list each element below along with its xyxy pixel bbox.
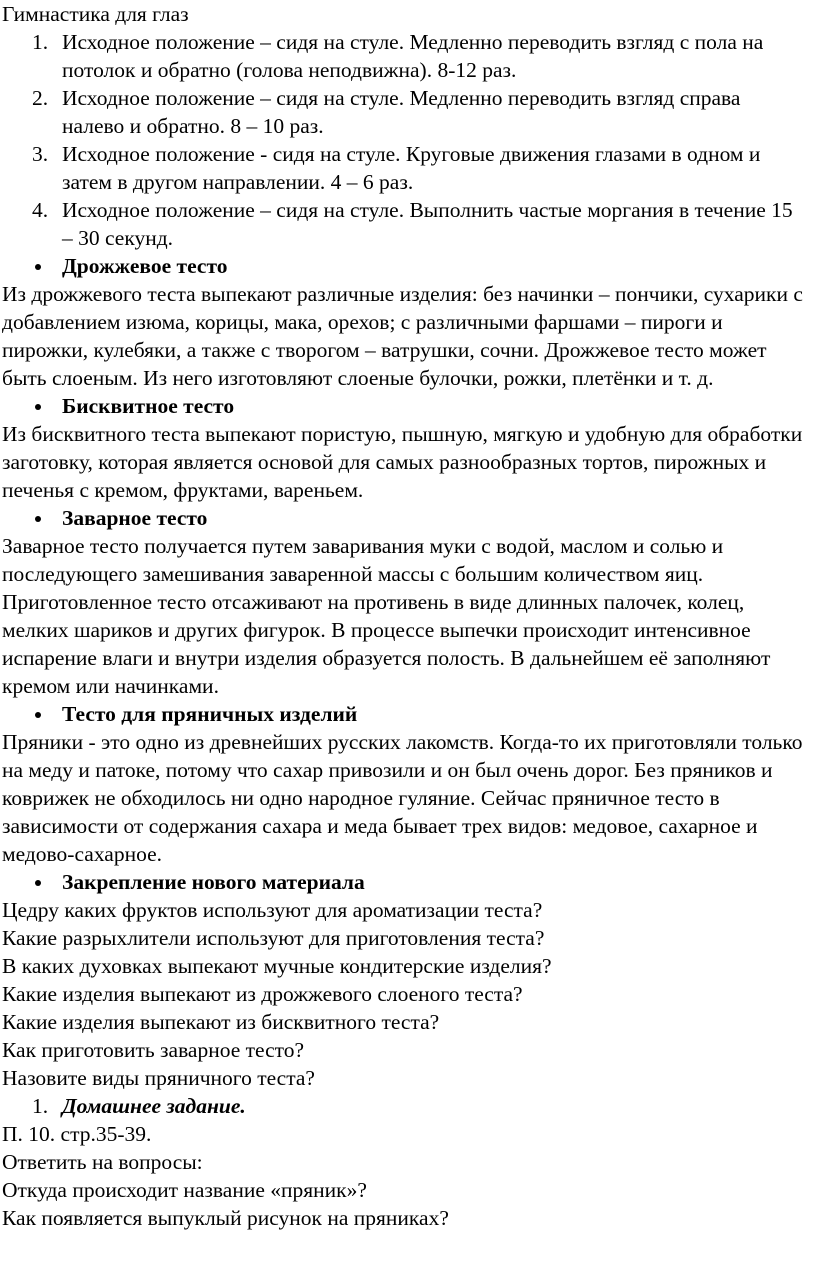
section-heading-text: Заварное тесто — [62, 506, 208, 530]
review-question: Как приготовить заварное тесто? — [2, 1038, 305, 1062]
homework-line: Ответить на вопросы: — [2, 1150, 203, 1174]
list-item — [2, 28, 806, 84]
list-item-text: Исходное положение - сидя на стуле. Круговые движения глазами в одном и затем в другом направлении. 4 – 6 раз. — [62, 142, 761, 194]
eye-exercise-list — [2, 28, 806, 252]
section-heading-sponge — [2, 392, 806, 420]
homework-heading — [2, 1092, 806, 1120]
section-heading-review — [2, 868, 806, 896]
homework-line: Как появляется выпуклый рисунок на пряниках? — [2, 1206, 449, 1230]
eye-gymnastics-title: Гимнастика для глаз — [2, 2, 189, 26]
bullet-icon — [35, 516, 41, 522]
review-question: Какие изделия выпекают из бисквитного теста? — [2, 1010, 440, 1034]
yeast-paragraph: Из дрожжевого теста выпекают различные изделия: без начинки – пончики, сухарики с добавлением изюма, корицы, мака, орехов; с различными фаршами – пироги и пирожки, кулебяки, а также с творогом – ватрушки, сочни. Дрожжевое тесто может быть слоеным. Из него изготовляют слоеные булочки, рожки, плетёнки и т. д. — [2, 282, 803, 390]
list-item — [2, 140, 806, 196]
list-number: 2. — [32, 86, 49, 110]
section-heading-choux — [2, 504, 806, 532]
review-question: В каких духовках выпекают мучные кондитерские изделия? — [2, 954, 552, 978]
list-item-text: Исходное положение – сидя на стуле. Медленно переводить взгляд с пола на потолок и обратно (голова неподвижна). 8-12 раз. — [62, 30, 764, 82]
review-question: Цедру каких фруктов используют для ароматизации теста? — [2, 898, 543, 922]
list-item-text: Исходное положение – сидя на стуле. Медленно переводить взгляд справа налево и обратно. 8 – 10 раз. — [62, 86, 741, 138]
section-heading-text: Закрепление нового материала — [62, 870, 365, 894]
list-item-text: Исходное положение – сидя на стуле. Выполнить частые моргания в течение 15 – 30 секунд. — [62, 198, 793, 250]
homework-line: П. 10. стр.35-39. — [2, 1122, 152, 1146]
list-number: 3. — [32, 142, 49, 166]
list-item — [2, 84, 806, 140]
list-number: 1. — [32, 1094, 49, 1118]
review-question: Какие изделия выпекают из дрожжевого слоеного теста? — [2, 982, 523, 1006]
section-heading-text: Бисквитное тесто — [62, 394, 235, 418]
review-question: Какие разрыхлители используют для приготовления теста? — [2, 926, 545, 950]
list-item — [2, 196, 806, 252]
section-heading-text: Дрожжевое тесто — [62, 254, 228, 278]
list-number: 4. — [32, 198, 49, 222]
homework-heading-text: Домашнее задание. — [62, 1094, 246, 1118]
bullet-icon — [35, 712, 41, 718]
section-heading-gingerbread — [2, 700, 806, 728]
bullet-icon — [35, 264, 41, 270]
homework-line: Откуда происходит название «пряник»? — [2, 1178, 367, 1202]
section-heading-yeast — [2, 252, 806, 280]
bullet-icon — [35, 880, 41, 886]
list-number: 1. — [32, 30, 49, 54]
section-heading-text: Тесто для пряничных изделий — [62, 702, 358, 726]
sponge-paragraph: Из бисквитного теста выпекают пористую, пышную, мягкую и удобную для обработки заготовку, которая является основой для самых разнообразных тортов, пирожных и печенья с кремом, фруктами, вареньем. — [2, 422, 803, 502]
review-question: Назовите виды пряничного теста? — [2, 1066, 315, 1090]
choux-paragraph: Заварное тесто получается путем заваривания муки с водой, маслом и солью и последующего замешивания заваренной массы с большим количеством яиц. Приготовленное тесто отсаживают на противень в виде длинных палочек, колец, мелких шариков и других фигурок. В процессе выпечки происходит интенсивное испарение влаги и внутри изделия образуется полость. В дальнейшем её заполняют кремом или начинками. — [2, 534, 771, 698]
gingerbread-paragraph: Пряники - это одно из древнейших русских лакомств. Когда-то их приготовляли только на меду и патоке, потому что сахар привозили и он был очень дорог. Без пряников и коврижек не обходилось ни одно народное гуляние. Сейчас пряничное тесто в зависимости от содержания сахара и меда бывает трех видов: медовое, сахарное и медово-сахарное. — [2, 730, 803, 866]
bullet-icon — [35, 404, 41, 410]
